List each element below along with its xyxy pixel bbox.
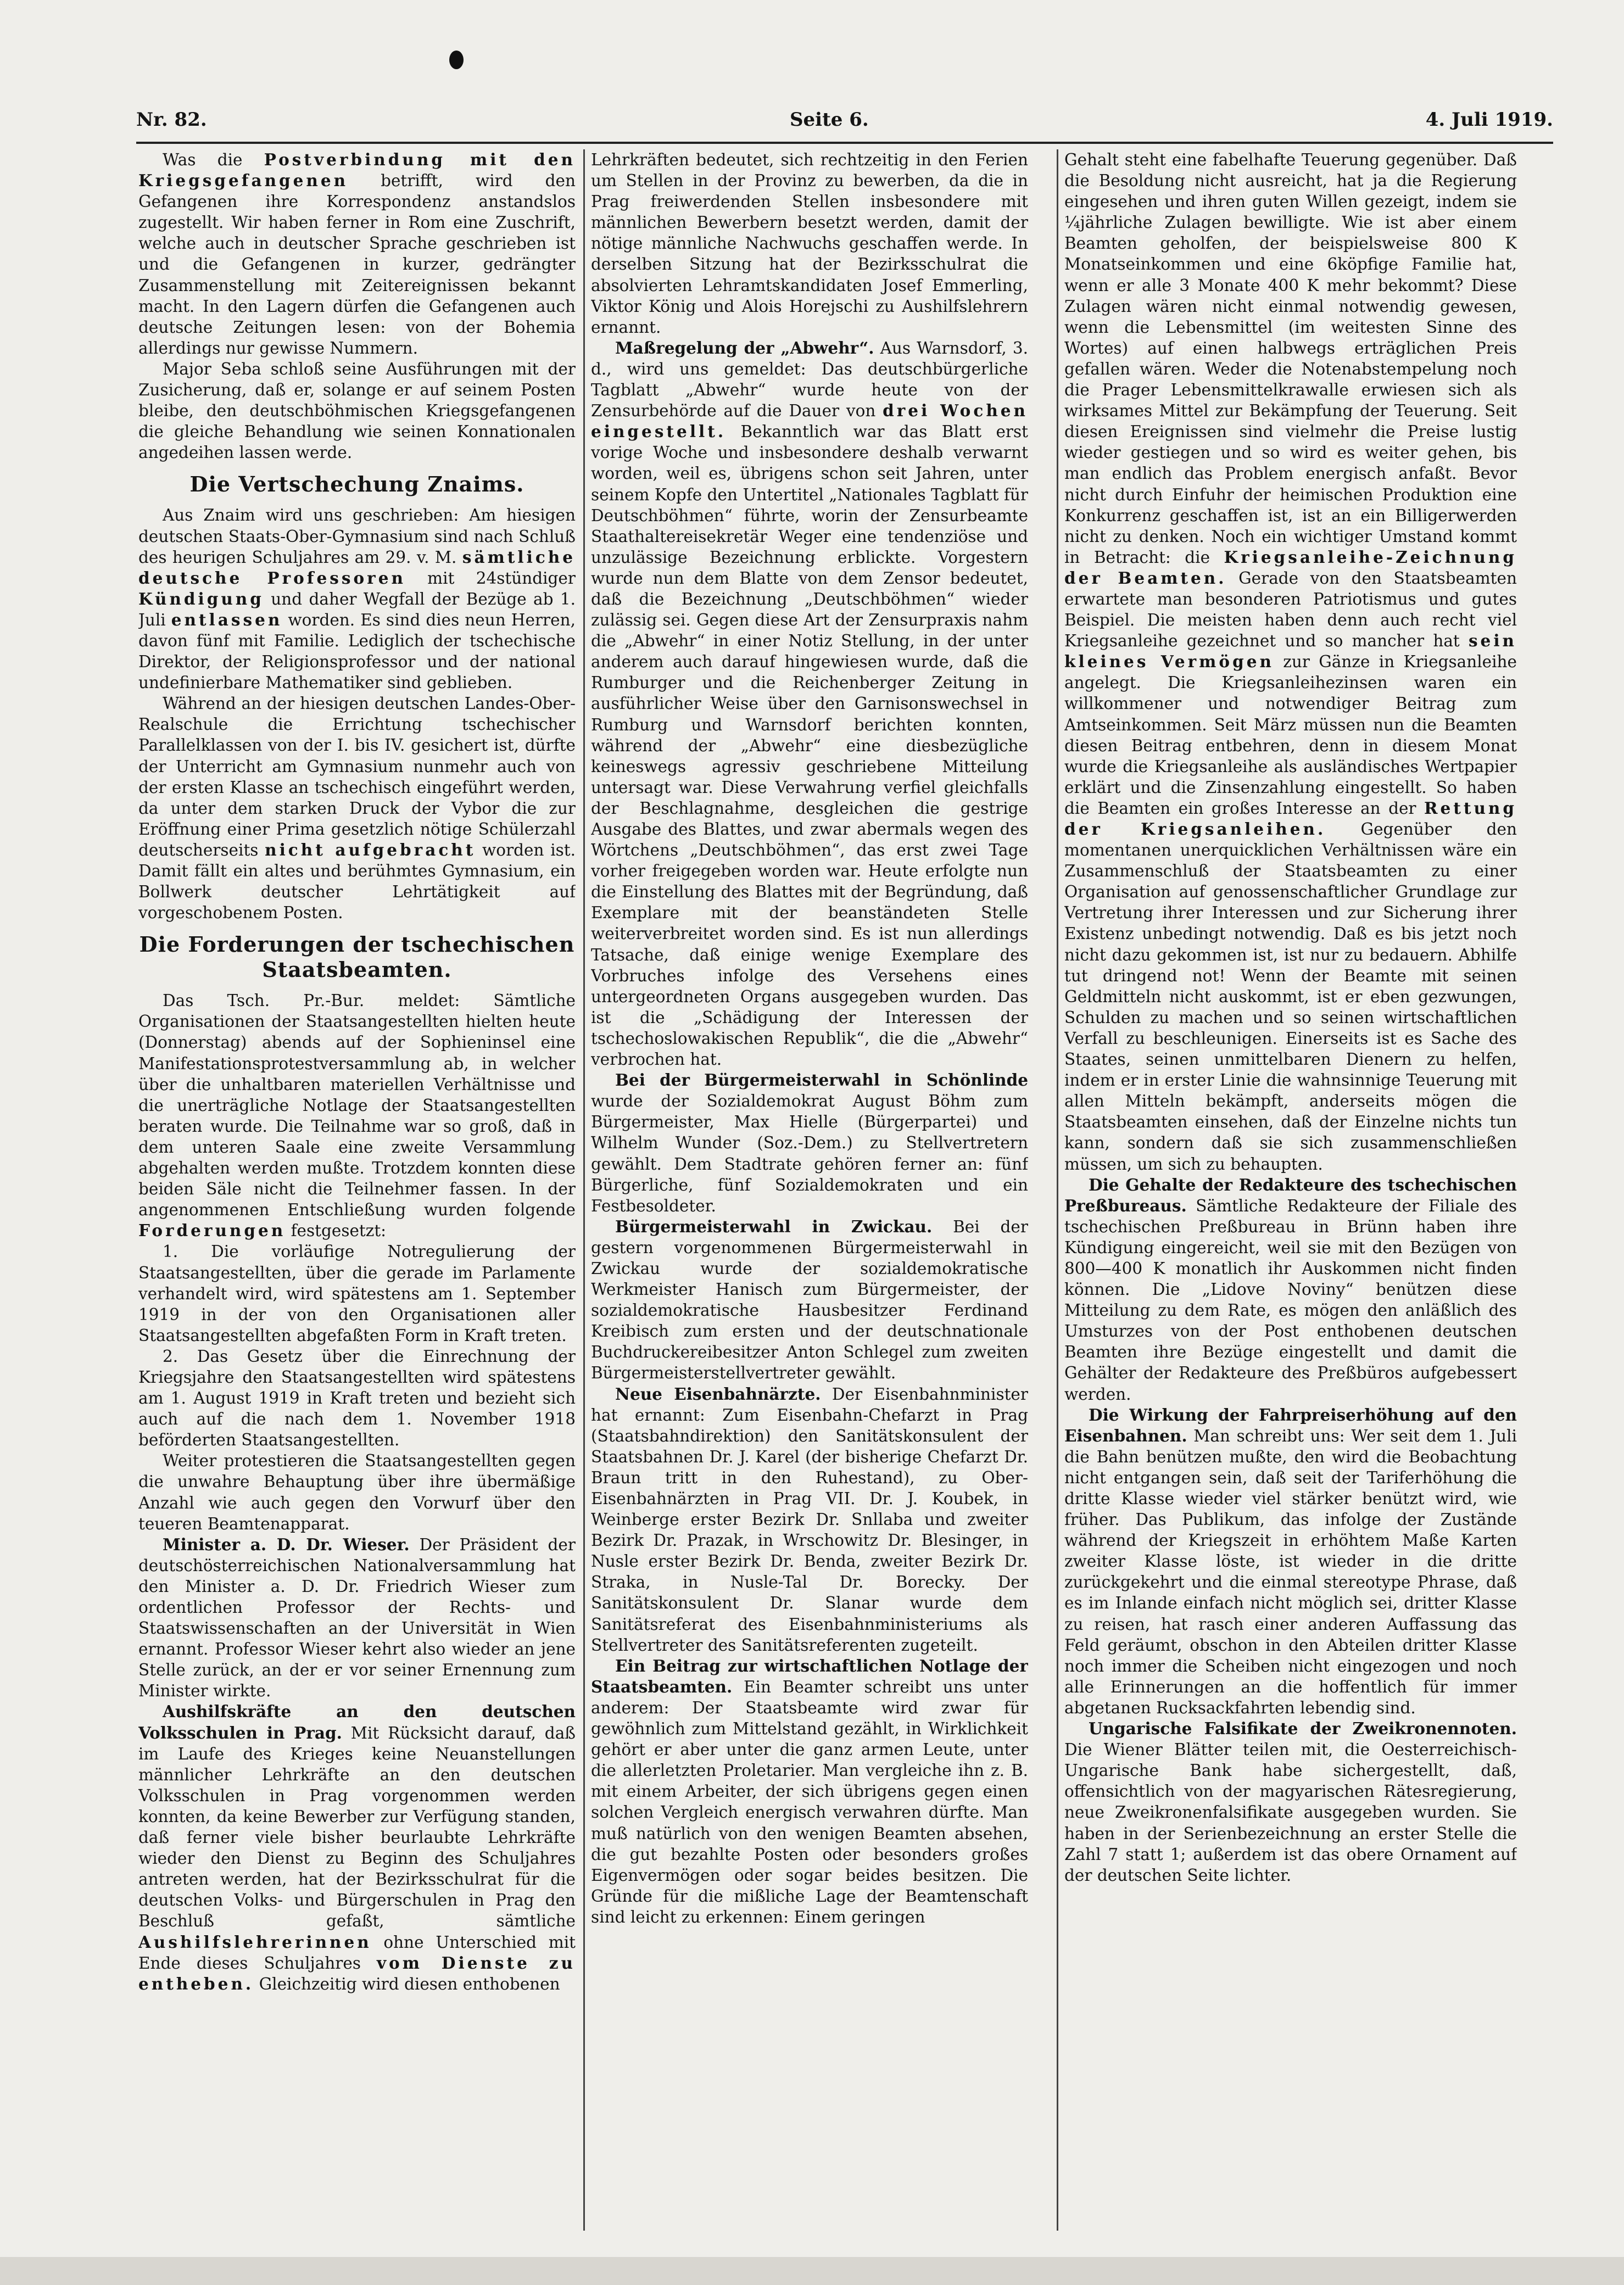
column-3 (1064, 149, 1517, 2236)
news-item-lead: Die Gehalte der Redakteure des tschechischen Preßbureaus. (1064, 1175, 1517, 1215)
text-run: Gleichzeitig wird diesen enthobenen (254, 1974, 560, 1993)
news-item-body (591, 339, 1028, 1069)
news-item-lead: Ungarische Falsifikate der Zweikronennoten. (1089, 1719, 1517, 1739)
news-item-lead: Bei der Bürgermeisterwahl in Schönlinde (615, 1070, 1028, 1090)
article-paragraph (138, 505, 576, 693)
text-run: Was die (163, 150, 264, 169)
news-item-body: Man schreibt uns: Wer seit dem 1. Juli die Bahn benützen mußte, den wird die Beobachtung nicht entgangen sein, daß seit der Tariferhöhung die dritte Klasse wieder viel stärker benützt wird, wie früher. Das Publikum, das infolge der Zustände während der Kriegszeit in erhöhtem Maße Karten zweiter Klasse löste, ist wieder in die dritte zurückgekehrt und die einmal stereotype Phrase, daß es im Inlande einfach nicht möglich sei, dritter Klasse zu reisen, hat rasch einer anderen Auffassung das Feld geräumt, obschon in den Abteilen dritter Klasse noch immer die Scheiben nicht eingezogen und noch alle Erinnerungen an die hoffentlich für immer abgetanen Rucksackfahrten lebendig sind. (1064, 1426, 1517, 1717)
column-divider (1057, 149, 1058, 2231)
news-item (591, 1384, 1028, 1656)
article-paragraph (138, 693, 576, 923)
article-paragraph (1064, 149, 1517, 1175)
news-item-body: Ein Beamter schreibt uns unter anderem: Der Staatsbeamte wird zwar für gewöhnlich zum Mittelstand gezählt, in Wirklichkeit gehört er aber unter die ganz armen Leute, unter die allerletzten Proletarier. Man vergleiche ihn z. B. mit einem Arbeiter, der sich übrigens gegen einen solchen Vergleich energisch verwahren dürfte. Man muß natürlich von den wenigen Beamten absehen, die gut bezahlte Posten oder besonders großes Eigenvermögen oder sogar beides besitzen. Die Gründe für die mißliche Lage der Beamtenschaft sind leicht zu erkennen: Einem geringen (591, 1677, 1028, 1926)
text-run: mit 24stündiger (405, 568, 576, 588)
news-item (591, 1216, 1028, 1384)
article-paragraph: Weiter protestieren die Staatsangestellten gegen die unwahre Behauptung über ihre übermäßige Anzahl wie auch gegen den Vorwurf über den teueren Beamtenapparat. (138, 1451, 576, 1533)
news-item-lead: Die Wirkung der Fahrpreiserhöhung auf den Eisenbahnen. (1064, 1405, 1517, 1445)
text-run: Gegenüber den momentanen unerquicklichen Verhältnissen wäre ein Zusammenschluß der Staatsbeamten zu einer Organisation auf genossenschaftlicher Grundlage zur Vertretung ihrer Interessen und zur Sicherung ihrer Existenz unbedingt notwendig. Daß es bis jetzt noch nicht dazu gekommen ist, ist nur zu bedauern. Abhilfe tut dringend not! Wenn der Beamte mit seinen Geldmitteln nicht auskommt, ist er eben gezwungen, Schulden zu machen und so seinen wirtschaftlichen Verfall zu beschleunigen. Einerseits ist es Sache des Staates, seinen unmittelbaren Dienern zu helfen, indem er in erster Linie die wahnsinnige Teuerung mit allen Mitteln bekämpft, anderseits mögen die Staatsbeamten einsehen, daß der Einzelne nichts tun kann, sondern daß sie sich zusammenschließen müssen, um sich zu behaupten. (1064, 820, 1517, 1174)
page-number: Seite 6. (790, 109, 869, 131)
text-run: Gehalt steht eine fabelhafte Teuerung gegenüber. Daß die Besoldung nicht ausreicht, hat ja die Regierung eingesehen und ihren guten Willen gezeigt, indem sie ¼jährliche Zulagen bewilligte. Wie ist aber einem Beamten geholfen, der beispielsweise 800 K Monatseinkommen und eine 6köpfige Familie hat, wenn er alle 3 Monate 400 K mehr bekommt? Diese Zulagen wären nicht einmal notwendig gewesen, wenn die Lebensmittel (im weitesten Sinne des Wortes) auf einen halbwegs erträglichen Preis gefallen wären. Weder die Notenabstempelung noch die Prager Lebensmittelkrawalle erwiesen sich als wirksames Mittel zur Bekämpfung der Teuerung. Seit diesen Ereignissen sind vielmehr die Preise lustig wieder gestiegen und so wird es weiter gehen, bis man endlich das Problem energisch anfaßt. Bevor nicht durch Einfuhr der heimischen Produktion eine Konkurrenz geschaffen ist, ist an ein Billigerwerden nicht zu denken. Noch ein wichtiger Umstand kommt in Betracht: die (1064, 150, 1517, 567)
spaced-emphasis: Kündigung (138, 589, 264, 608)
text-run: Bekanntlich war das Blatt erst vorige Woche und insbesondere deshalb verwarnt worden, weil es, übrigens schon seit Jahren, unter seinem Kopfe den Untertitel „Nationales Tagblatt für Deutschböhmen“ führte, worin der Zensurbeamte Staathaltereisekretär Weger eine tendenziöse und unzulässige Bezeichnung erblickte. Vorgestern wurde nun dem Blatte von dem Zensor bedeutet, daß die Bezeichnung „Deutschböhmen“ wieder zulässig sei. Gegen diese Art der Zensurpraxis nahm die „Abwehr“ in einer Notiz Stellung, in der unter anderem auch darauf hingewiesen wurde, daß die Rumburger und die Reichenberger Zeitung in ausführlicher Weise über den Garnisonswechsel in Rumburg und Warnsdorf berichten konnten, während der „Abwehr“ eine diesbezügliche keineswegs agressiv geschriebene Mitteilung untersagt war. Diese Verwahrung verfiel gleichfalls der Beschlagnahme, desgleichen die gestrige Ausgabe des Blattes, und zwar abermals wegen des Wörtchens „Deutschböhmen“, das erst zwei Tage vorher freigegeben worden war. Heute erfolgte nun die Einstellung des Blattes mit der Begründung, daß Exemplare mit der beanständeten Stelle weiterverbreitet worden sind. Es ist nun allerdings Tatsache, daß einige wenige Exemplare des Vorbruches infolge des Versehens eines untergeordneten Organs ausgegeben wurden. Das ist die „Schädigung der Interessen der tschechoslowakischen Republik“, die die „Abwehr“ verbrochen hat. (591, 422, 1028, 1069)
news-item (138, 1534, 576, 1702)
news-item-body: Bei der gestern vorgenommenen Bürgermeisterwahl in Zwickau wurde der sozialdemokratische Werkmeister Hanisch zum Bürgermeister, der sozialdemokratische Hausbesitzer Ferdinand Kreibisch zum ersten und der deutschnationale Buchdruckereibesitzer Anton Schlegel zum zweiten Bürgermeisterstellvertreter gewählt. (591, 1217, 1028, 1383)
article-paragraph (138, 149, 576, 359)
spaced-emphasis: Kriegsanleihe-Zeichnung der Beamten. (1064, 547, 1517, 588)
article-paragraph (138, 990, 576, 1241)
news-item-body (138, 1724, 576, 1993)
text-run: worden ist. Damit fällt ein altes und berühmtes Gymnasium, ein Bollwerk deutscher Lehrtätigkeit auf vorgeschobenem Posten. (138, 840, 576, 923)
headline: Die Vertschechung Znaims. (189, 472, 524, 497)
news-item (1064, 1175, 1517, 1405)
news-item (591, 338, 1028, 1070)
text-run: Aus Warnsdorf, 3. d., wird uns gemeldet: Das deutschbürgerliche Tagblatt „Abwehr“ wurde heute von der Zensurbehörde auf die Dauer von (591, 338, 1028, 421)
news-item-body: Die Wiener Blätter teilen mit, die Oesterreichisch-Ungarische Bank habe sichergestellt, daß, offensichtlich von der magyarischen Rätesregierung, neue Zweikronenfalsifikate ausgegeben wurden. Sie haben in der Serienbezeichnung an erster Stelle die Zahl 7 statt 1; außerdem ist das obere Ornament auf der deutschen Seite lichter. (1064, 1740, 1517, 1885)
text-run: Aus Znaim wird uns geschrieben: Am hiesigen deutschen Staats-Ober-Gymnasium sind nach Schluß des heurigen Schuljahres am 29. v. M. (138, 506, 576, 567)
news-item-body: wurde der Sozialdemokrat August Böhm zum Bürgermeister, Max Hielle (Bürgerpartei) und Wilhelm Wunder (Soz.-Dem.) zu Stellvertretern gewählt. Dem Stadtrate gehören ferner an: fünf Bürgerliche, fünf Sozialdemokraten und ein Festbesoldeter. (591, 1092, 1028, 1215)
news-item-body: Sämtliche Redakteure der Filiale des tschechischen Preßbureau in Brünn haben ihre Kündigung eingereicht, weil sie mit den Bezügen von 800—400 K monatlich ihr Auskommen nicht finden können. Die „Lidove Noviny“ benützen diese Mitteilung zu dem Rate, es mögen den anläßlich des Umsturzes von der Post enthobenen deutschen Beamten ihre Bezüge eingestellt und damit die Gehälter der Redakteure des Preßbüros aufgebessert werden. (1064, 1196, 1517, 1404)
spaced-emphasis: vom Dienste zu entheben. (138, 1953, 576, 1993)
spaced-emphasis: sein kleines Vermögen (1064, 631, 1517, 672)
issue-date: 4. Juli 1919. (1425, 109, 1553, 131)
header-rule (136, 142, 1553, 144)
news-item-lead: Ein Beitrag zur wirtschaftlichen Notlage der Staatsbeamten. (591, 1656, 1028, 1696)
binding-hole (449, 51, 464, 69)
news-item (1064, 1718, 1517, 1886)
page-bottom-edge (0, 2257, 1624, 2285)
news-item-lead: Aushilfskräfte an den deutschen Volksschulen in Prag. (138, 1702, 576, 1742)
article-paragraph: Major Seba schloß seine Ausführungen mit der Zusicherung, daß er, solange er auf seinem Posten bleibe, den deutschböhmischen Kriegsgefangenen die gleiche Behandlung wie seinen Konnationalen angedeihen lassen werde. (138, 359, 576, 462)
text-run: worden. Es sind dies neun Herren, davon fünf mit Familie. Lediglich der tschechische Direktor, der Religionsprofessor und der national undefinierbare Mathematiker sind geblieben. (138, 610, 576, 692)
column-divider (583, 149, 585, 2231)
news-item (1064, 1405, 1517, 1718)
article-paragraph: 2. Das Gesetz über die Einrechnung der Kriegsjahre den Staatsangestellten wird spätestens am 1. August 1919 in Kraft treten und bezieht sich auch auf die nach dem 1. November 1918 beförderten Staatsangestellten. (138, 1347, 576, 1450)
text-run: ohne Unterschied mit Ende dieses Schuljahres (138, 1932, 576, 1973)
text-run: Mit Rücksicht darauf, daß im Laufe des Krieges keine Neuanstellungen männlicher Lehrkräfte an den deutschen Volksschulen in Prag vorgenommen werden konnten, da keine Bewerber zur Verfügung standen, daß ferner viele bisher beurlaubte Lehrkräfte wieder den Dienst zu Beginn des Schuljahres antreten werden, hat der Bezirksschulrat für die deutschen Volks- und Bürgerschulen in Prag den Beschluß gefaßt, sämtliche (138, 1723, 576, 1931)
spaced-emphasis: sämtliche deutsche Professoren (138, 547, 576, 588)
text-run: Das Tsch. Pr.-Bur. meldet: Sämtliche Organisationen der Staatsangestellten hielten heute (Donnerstag) abends auf der Sophieninsel eine Manifestationsprotestversammlung ab, in welcher über die unhaltbaren materiellen Verhältnisse und die unerträgliche Notlage der Staatsangestellten beraten wurde. Die Teilnahme war so groß, daß in dem unteren Saale eine zweite Versammlung abgehalten werden mußte. Trotzdem konnten diese beiden Säle nicht die Teilnehmer fassen. In der angenommenen Entschließung wurden folgende (138, 991, 576, 1220)
news-item-lead: Maßregelung der „Abwehr“. (615, 338, 874, 357)
column-2 (591, 149, 1028, 2236)
news-item (591, 1070, 1028, 1216)
text-run: zur Gänze in Kriegsanleihe angelegt. Die Kriegsanleihezinsen waren ein willkommener und notwendiger Beitrag zum Amtseinkommen. Seit März müssen nun die Beamten diesen Beitrag entbehren, denn in diesem Monat wurde die Kriegsanleihe als ausländisches Wertpapier erklärt und die Zinsenzahlung eingestellt. So haben die Beamten ein großes Interesse an der (1064, 652, 1517, 818)
article-paragraph: Lehrkräften bedeutet, sich rechtzeitig in den Ferien um Stellen in der Provinz zu bewerben, da die in Prag freiwerdenden Stellen insbesondere mit männlichen Bewerbern besetzt werden, damit der nötige männliche Nachwuchs geschaffen werde. In derselben Sitzung hat der Bezirksschulrat die absolvierten Lehramtskandidaten Josef Emmerling, Viktor König und Alois Horejschi zu Aushilfslehrern ernannt. (591, 150, 1028, 337)
news-item-body: Der Eisenbahnminister hat ernannt: Zum Eisenbahn-Chefarzt in Prag (Staatsbahndirektion) den Sanitätskonsulent der Staatsbahnen Dr. J. Karel (der bisherige Chefarzt Dr. Braun tritt in den Ruhestand), zu Ober-Eisenbahnärzten in Prag VII. Dr. J. Koubek, in Weinberge erster Bezirk Dr. Snllaba und zweiter Bezirk Dr. Prazak, in Wrschowitz Dr. Blesinger, in Nusle erster Bezirk Dr. Benda, zweiter Bezirk Dr. Straka, in Nusle-Tal Dr. Borecky. Der Sanitätskonsulent Dr. Slanar wurde dem Sanitätsreferat des Eisenbahnministeriums als Stellvertreter des Sanitätsreferenten zugeteilt. (591, 1384, 1028, 1655)
news-item-lead: Minister a. D. Dr. Wieser. (163, 1534, 410, 1554)
spaced-emphasis: Forderungen (138, 1221, 286, 1241)
news-item-lead: Bürgermeisterwahl in Zwickau. (615, 1216, 933, 1236)
spaced-emphasis: Aushilfslehrerinnen (138, 1932, 372, 1952)
headline: Die Forderungen der tschechischen Staatsbeamten. (139, 932, 575, 982)
spaced-emphasis: Rettung der Kriegsanleihen. (1064, 798, 1517, 839)
spaced-emphasis: entlassen (171, 610, 283, 629)
page-header (136, 109, 1553, 136)
issue-number: Nr. 82. (136, 109, 207, 131)
text-run: Während an der hiesigen deutschen Landes-Ober-Realschule die Errichtung tschechischer Parallelklassen von der I. bis IV. gesichert ist, dürfte der Unterricht am Gymnasium nunmehr auch von der ersten Klasse an tschechisch eingeführt werden, da unter dem starken Druck der Vybor die zur Eröffnung einer Prima gesetzlich nötige Schülerzahl deutscherseits (138, 694, 576, 859)
news-item (138, 1701, 576, 1994)
text-run: betrifft, wird den Gefangenen ihre Korrespondenz anstandslos zugestellt. Wir haben ferner in Rom eine Zuschrift, welche auch in deutscher Sprache geschrieben ist und die Gefangenen in kurzer, gedrängter Zusammenstellung mit Zeitereignissen bekannt macht. In den Lagern dürfen die Gefangenen auch deutsche Zeitungen lesen: von der Bohemia allerdings nur gewisse Nummern. (138, 171, 576, 357)
news-item (591, 1656, 1028, 1928)
news-item-lead: Neue Eisenbahnärzte. (615, 1384, 821, 1404)
spaced-emphasis: drei Wochen eingestellt. (591, 401, 1028, 442)
text-run: und daher Wegfall der Bezüge ab 1. Juli (138, 589, 576, 629)
column-1 (138, 149, 576, 2236)
text-run: festgesetzt: (286, 1221, 387, 1241)
spaced-emphasis: nicht aufgebracht (265, 840, 476, 859)
article-paragraph: 1. Die vorläufige Notregulierung der Staatsangestellten, über die gerade im Parlamente verhandelt wird, wird spätestens am 1. September 1919 in der von den Organisationen aller Staatsangestellten abgefaßten Form in Kraft treten. (138, 1242, 576, 1345)
text-run: Gerade von den Staatsbeamten erwartete man besonderen Patriotismus und gutes Beispiel. Die meisten haben denn auch recht viel Kriegsanleihe gezeichnet und so mancher hat (1064, 568, 1517, 651)
spaced-emphasis: Postverbindung mit den Kriegsgefangenen (138, 150, 576, 191)
news-item-body: Der Präsident der deutschösterreichischen Nationalversammlung hat den Minister a. D. Dr. Friedrich Wieser zum ordentlichen Professor der Rechts- und Staatswissenschaften an der Universität in Wien ernannt. Professor Wieser kehrt also wieder an jene Stelle zurück, an der er vor seiner Ernennung zum Minister wirkte. (138, 1535, 576, 1701)
